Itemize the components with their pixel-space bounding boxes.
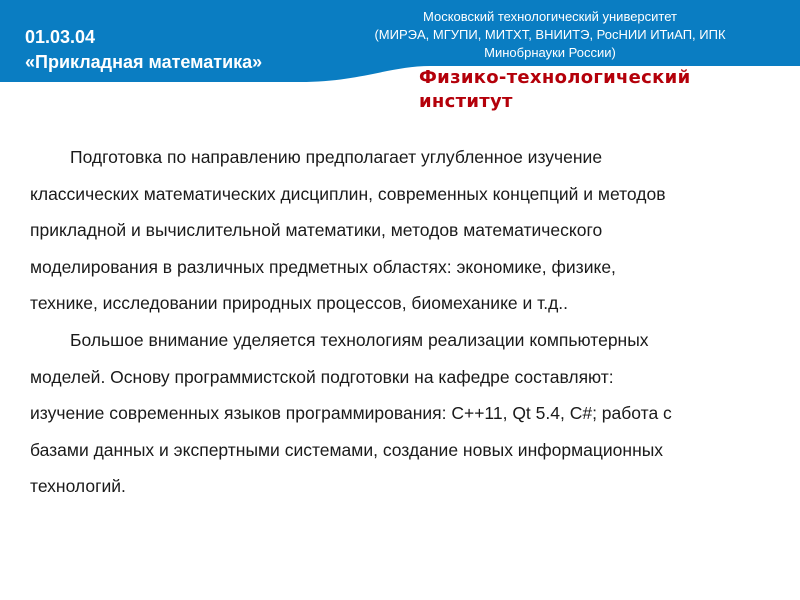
text-line: моделей. Основу программистской подготовки на кафедре составляют: bbox=[30, 366, 614, 387]
program-code: 01.03.04 bbox=[25, 27, 96, 47]
university-line-1: Московский технологический университет bbox=[422, 9, 677, 24]
text-line: технике, исследовании природных процессов, биомеханике и т.д.. bbox=[30, 293, 569, 314]
text-line: Большое внимание уделяется технологиям реализации компьютерных bbox=[70, 329, 649, 350]
text-line: базами данных и экспертными системами, создание новых информационных bbox=[30, 439, 664, 460]
institute-title bbox=[419, 66, 691, 114]
text-line: технологий. bbox=[30, 476, 126, 497]
paragraph-1 bbox=[30, 139, 750, 322]
university-line-3: Минобрнауки России) bbox=[484, 45, 616, 60]
text-line: Подготовка по направлению предполагает углубленное изучение bbox=[70, 147, 603, 167]
university-name bbox=[340, 8, 760, 62]
text-line: классических математических дисциплин, современных концепций и методов bbox=[30, 183, 666, 204]
text-line: моделирования в различных предметных областях: экономике, физике, bbox=[30, 256, 616, 277]
paragraph-2 bbox=[30, 322, 750, 505]
program-name: «Прикладная математика» bbox=[25, 52, 263, 72]
institute-line-2: институт bbox=[419, 91, 513, 112]
university-line-2: (МИРЭА, МГУПИ, МИТХТ, ВНИИТЭ, РосНИИ ИТиАП, ИПК bbox=[374, 27, 726, 42]
text-line: прикладной и вычислительной математики, методов математического bbox=[30, 220, 603, 241]
text-line: изучение современных языков программирования: С++11, Qt 5.4, C#; работа с bbox=[30, 403, 672, 424]
institute-line-1: Физико-технологический bbox=[419, 67, 691, 88]
body-text bbox=[30, 139, 750, 505]
